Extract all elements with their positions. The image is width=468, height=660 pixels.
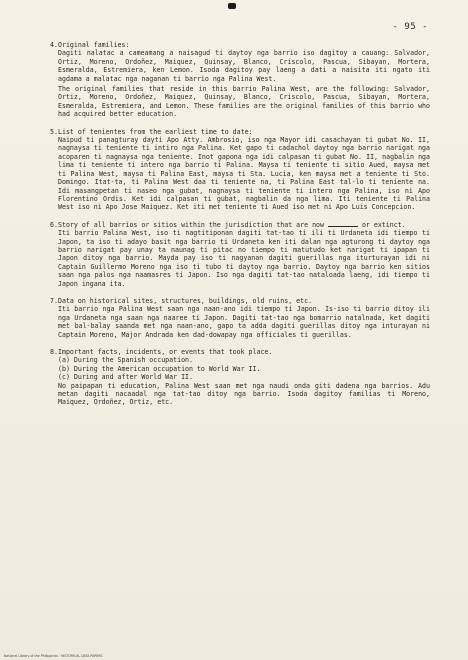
page-number: - 95 - xyxy=(392,22,428,32)
paragraph: Dagiti nalatac a cameamang a naisagud ti daytoy nga barrio iso dagitoy a cauang: Salvador, Ortiz, Moreno, Ordoñez, Maiquez, Quinsay, Blanco, Criscolo, Pascua, Sibayan, Mortera, Esmeralda, Estremiera, ken Lemon. Isoda dagitoy pay laeng a dati a naisita iti ngato iti agdama a malatac nga naganan ti barrio nga Palina West. xyxy=(58,49,430,83)
section-title: Original families: xyxy=(58,41,130,49)
sub-list-item: (a) During the Spanish occupation. xyxy=(58,356,193,365)
section-story-of-barrios xyxy=(50,221,430,288)
section-heading xyxy=(50,128,430,136)
sub-list-item: (c) During and after World War II. xyxy=(58,373,193,382)
section-heading xyxy=(50,348,430,356)
section-heading xyxy=(50,221,430,229)
paragraph: Naipud ti panagturay dayti Apo Atty. Ambrosio, iso nga Mayor idi casachayan ti gubat No. II, nagnaysa ti teniente ti intiro nga Palina. Ket gapo ti cadachol daytoy nga barrio narigat nga acoparen ti nagnaysa nga teniente. Inot gapona nga idi calpasan ti gubat No. II, nagbalin nga lima ti teniente ti intero nga barrio ti Palina. Maysa ti teniente ti sitio Aued, maysa met ti Palina West, maysa ti Palina East, maysa ti Sta. Lucia, ken maysa met a teniente ti Sto. Domingo. Itat-ta, ti Palina West daa ti teniente na, ti Palina East tal-lo ti teniente na. Idi masangpetan ti naseo nga gubat, nagnaysa ti teniente ti intero nga Palina, iso ni Apo Florentino Ordis. Ket idi calpasan ti gubat, nagbalin da nga lima. Iti teniente ti Palina West iso ni Apo Jose Maiquez. Ket iti met teniente ti Aued iso met ni Apo Luis Concepcion. xyxy=(58,136,430,212)
section-heading xyxy=(50,41,430,49)
document-body xyxy=(50,41,430,416)
section-heading xyxy=(50,297,430,305)
section-number: 4. xyxy=(50,41,58,49)
sub-list xyxy=(58,356,430,381)
section-title xyxy=(58,221,430,229)
section-historical-sites xyxy=(50,297,430,339)
section-tenientes xyxy=(50,128,430,212)
paragraph: No paipapan ti education, Palina West saan met nga naudi onda giti dadena nga barrios. Adu metan dagiti nacaadal nga tat-tao ditoy nga barrio. Isoda dagitoy familias ti Moreno, Maiquez, Ordoñez, Ortiz, etc. xyxy=(58,381,430,407)
paragraph: Iti barrio Palina West, iso ti nagtitiponan dagiti tat-tao ti ili ti Urdaneta idi tiempo ti Japon, ta iso ti adayo basit nga barrio ti Urdaneta ken iti dalan nga agturong ti daytoy nga barrio narigat pay unay ta naunag ti pitac no tiempo ti matutudo ket narigat ti ipapan ti Japon ditoy nga barrio. Mayda pay iso ti nagyanan dagiti guerillas nga iturturayan idi ni Captain Guillermo Moreno nga iso ti tubo ti daytoy nga barrio. Daytoy nga barrio ken sitios saan nga palos nga naamasres ti Japon. Iso nga dagiti tat-tao nataloada laeng, idi tiempo ti Japon ingana ita. xyxy=(58,229,430,288)
section-original-families xyxy=(50,41,430,119)
paragraph: Iti barrio nga Palina West saan nga naan-ano idi tiempo ti Japon. Is-iso ti barrio ditoy ili nga Urdaneta nga saan nga naaree ti Japon. Dagiti tat-tao nga bomarrio natalnada, ket dagiti met bal-balay saanda met nga naan-ano, gapo ta adda dagiti guerillas ditoy nga inturayan ni Captain Moreno, Major Andrada ken dad-dowapay nga officiales ti guerillas. xyxy=(58,305,430,339)
section-title-part: Story of all barrios or sitios within the jurisdiction that are now xyxy=(58,220,324,229)
footer-caption: National Library of the Philippines · HISTORICAL DATA PAPERS xyxy=(4,654,103,658)
section-number: 8. xyxy=(50,348,58,356)
paragraph: The original families that reside in this barrio Palina West, are the following: Salvador, Ortiz, Moreno, Ordoñez, Maiquez, Quinsay, Blanco, Criscolo, Pascua, Sibayan, Mortera, Esmeralda, Estremiera, and Lemon. These families are the original families of this barrio who had acquired better education. xyxy=(58,85,430,119)
punch-hole xyxy=(228,3,236,9)
section-number: 6. xyxy=(50,220,58,229)
section-title-part: or extinct. xyxy=(361,220,406,229)
section-title: Important facts, incidents, or events that took place. xyxy=(58,348,273,356)
section-title: List of tenientes from the earliest time to date: xyxy=(58,127,253,136)
blank-line xyxy=(328,226,358,227)
section-important-facts xyxy=(50,348,430,407)
sub-list-item: (b) During the American occupation to World War II. xyxy=(58,364,261,373)
section-title: Data on historical sites, structures, buildings, old ruins, etc. xyxy=(58,296,313,305)
section-number: 7. xyxy=(50,296,58,305)
section-number: 5. xyxy=(50,127,58,136)
